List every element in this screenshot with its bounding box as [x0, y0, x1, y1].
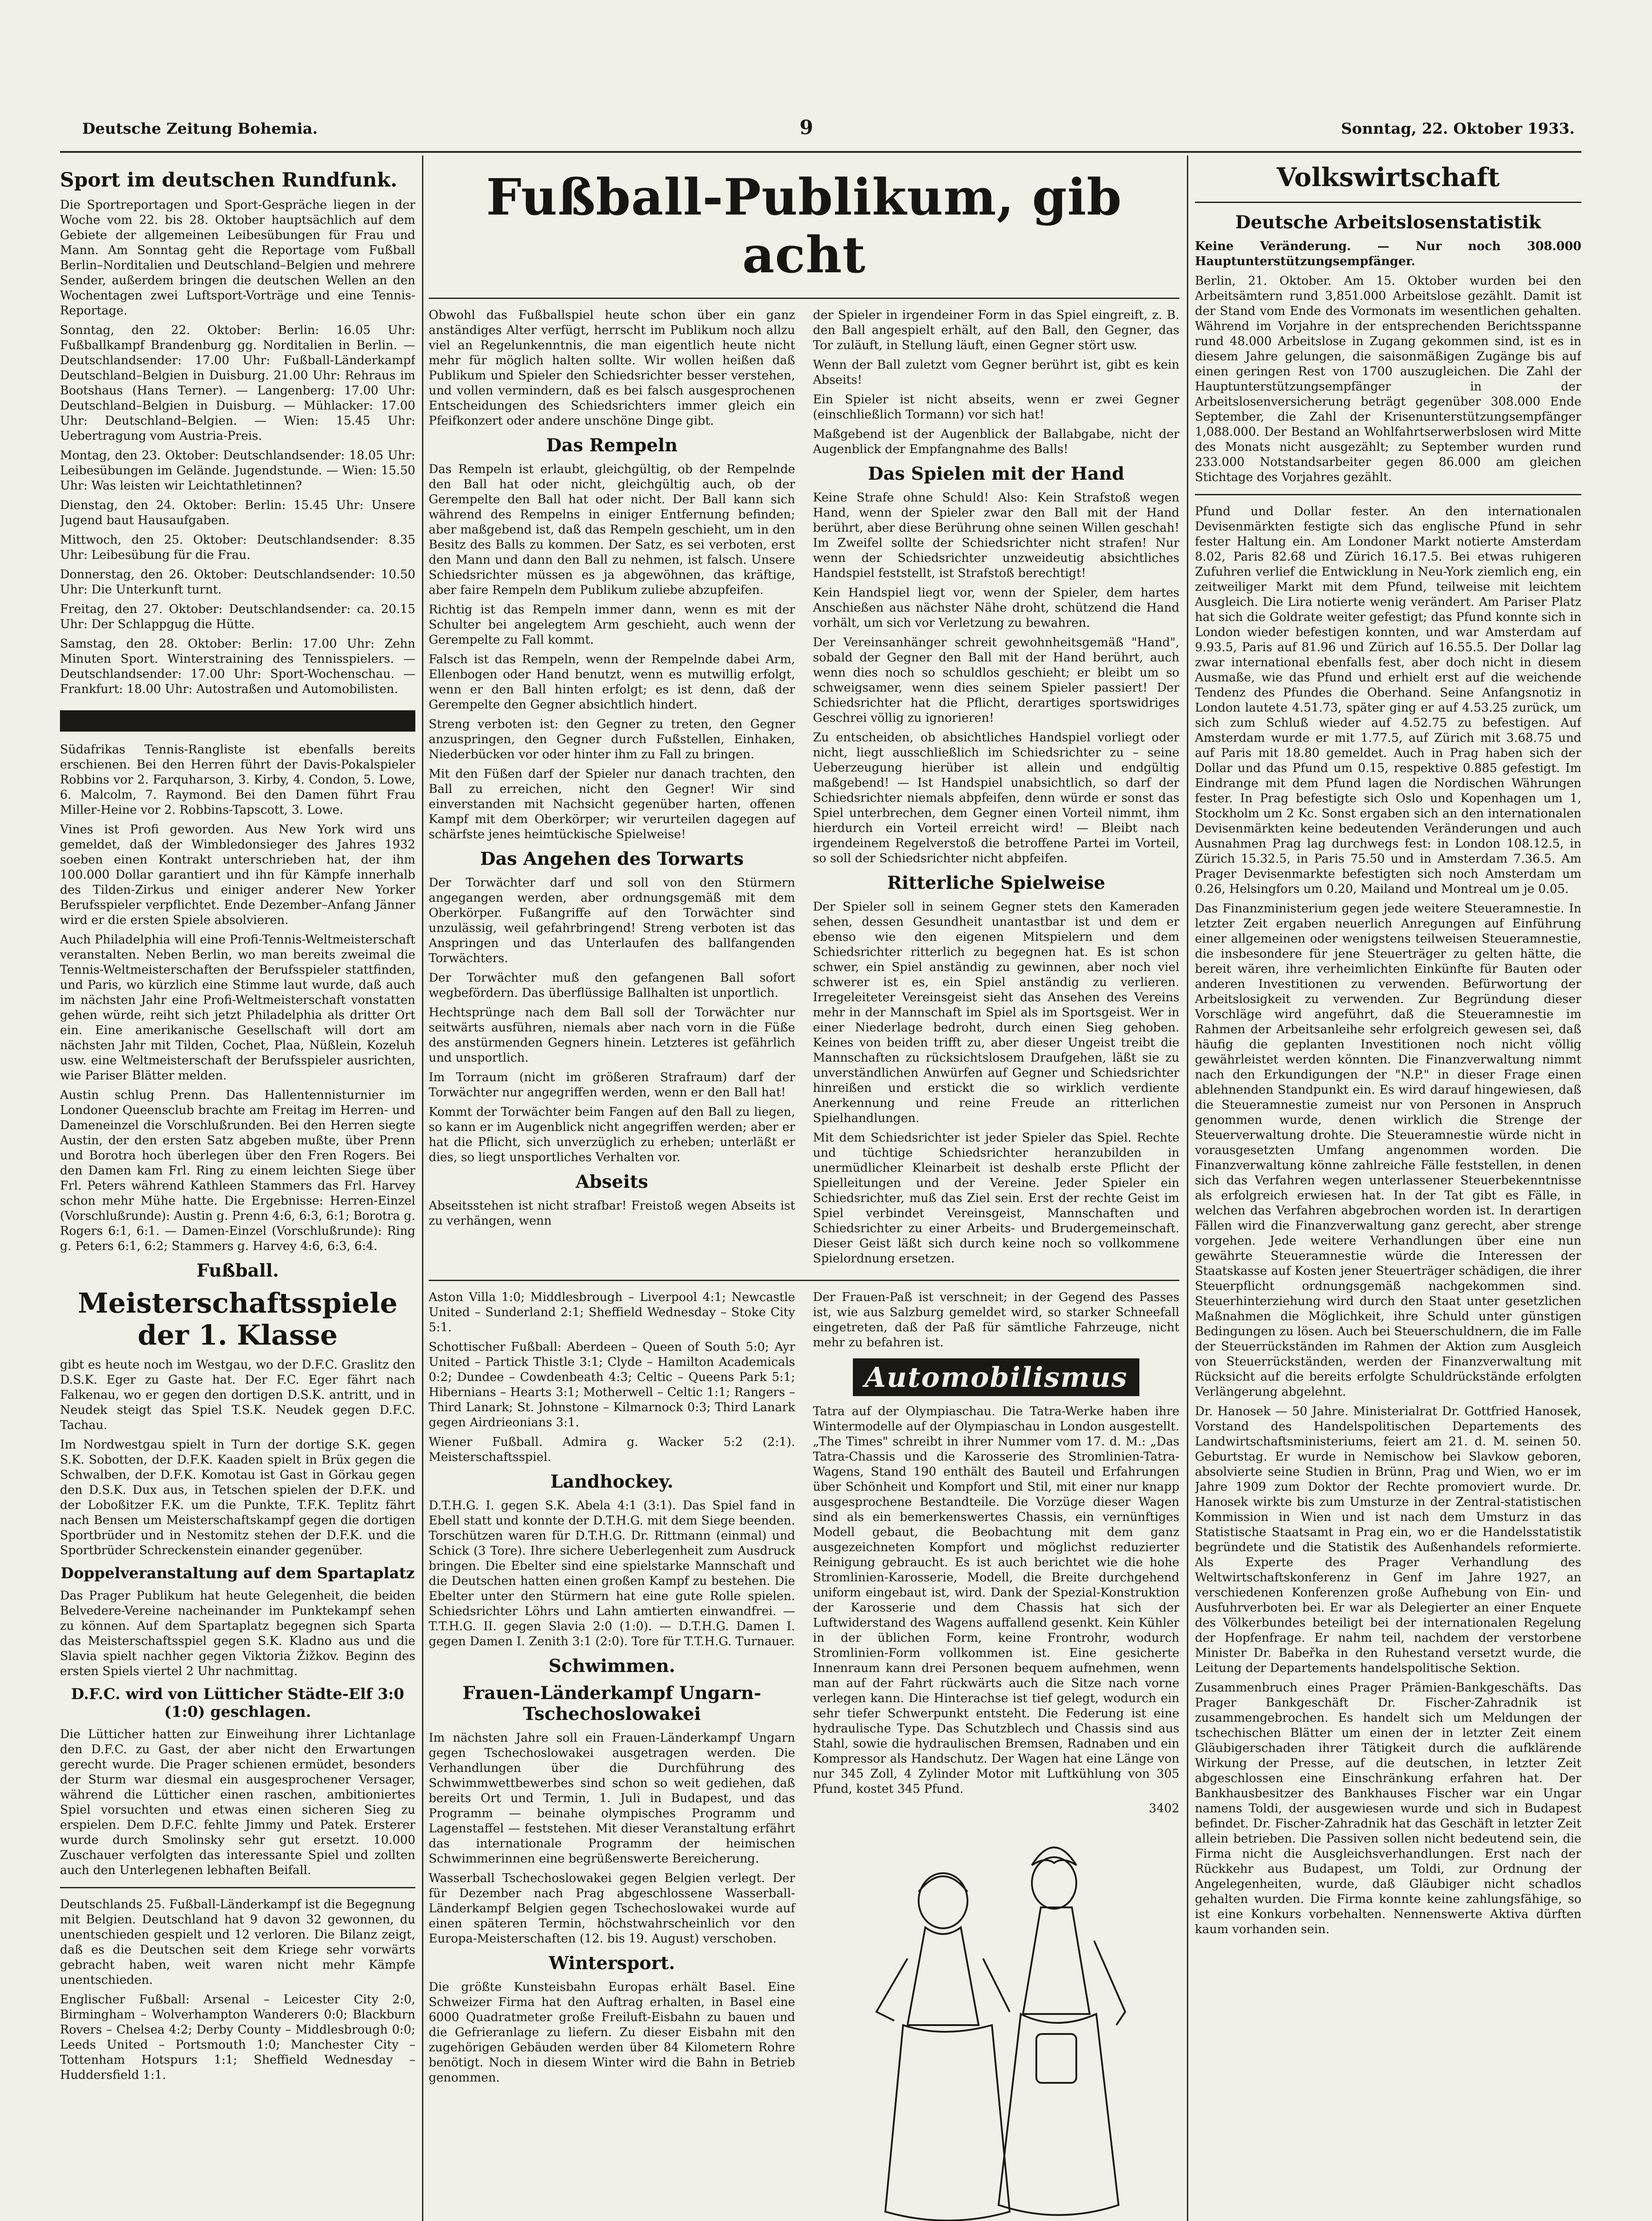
tennis-vines: Vines ist Profi geworden. Aus New York wird uns gemeldet, daß der Wimbledonsieger des Jahres 1932 soeben einen Kontrakt unterschrieben hat, der ihm 100.000 Dollar garantiert und ihn für Kämpfe innerhalb des Tilden-Zirkus und einiger anderer New Yorker Berufsspieler verpflichtet. Ende Dezember–Anfang Jänner wird er die ersten Spiele absolvieren. [60, 823, 415, 927]
article-paragraph: Im nächsten Jahre soll ein Frauen-Länderkampf Ungarn gegen Tschechoslowakei ausgetragen werden. Die Verhandlungen über die Durchführung des Schwimmwettbewerbes sind schon so weit gediehen, daß bereits Ort und Termin, 1. Juli in Budapest, und das Programm — beinahe olympisches Programm und Lagenstaffel — feststehen. Mit dieser Veranstaltung erfährt das internationale Programm der heimischen Schwimmerinnen eine begrüßenswerte Bereicherung. [429, 1731, 795, 1866]
article-paragraph: Mit dem Schiedsrichter ist jeder Spieler das Spiel. Rechte und tüchtige Schiedsrichter heranzubilden in unermüdlicher Kleinarbeit ist deshalb erste Pflicht der Spielleitungen und der Vereine. Jeder Spieler ein Schiedsrichter, muß das Ziel sein. Erst der rechte Geist im Spiel verbindet Vereinsgeist, Mannschaften und Schiedsrichter zu einer Arbeits- und Brudergemeinschaft. Dieser Geist läßt sich durch keine noch so vollkommene Spielordnung ersetzen. [813, 1131, 1179, 1266]
header-rule [60, 151, 1581, 153]
article-paragraph: Maßgebend ist der Augenblick der Ballabgabe, nicht der Augenblick der Empfangnahme des Balls! [813, 427, 1179, 456]
article-paragraph: Kommt der Torwächter beim Fangen auf den Ball zu liegen, so kann er im Augenblick nicht angegriffen werden; aber er hat die Pflicht, sich unverzüglich zu erheben; unterläßt er dies, so liegt unsportliches Verhalten vor. [429, 1105, 795, 1164]
headline-championship: Meisterschaftsspiele der 1. Klasse [78, 1287, 398, 1351]
article-paragraph: Tatra auf der Olympiaschau. Die Tatra-Werke haben ihre Wintermodelle auf der Olympiaschau in London ausgestellt. „The Times" schreibt in ihrer Nummer vom 17. d. M.: „Das Tatra-Chassis und die Karosserie des Stromlinien-Tatra-Wagens, Stand 190 enthält des Bauteil und Erfahrungen über Schönheit und Kompfort und Stil, mit einer nur knapp ausgesprochene Bestandteile. Die Vorzüge dieser Wagen sind als ein bemerkenswertes Chassis, ein vernünftiges Modell gebaut, die Beobachtung mit dem ganz ausgezeichneten Kompfort und möglichst reduzierter Reinigung gebraucht. Es ist auch berichtet wie die hohe Stromlinien-Karosserie, Modell, die Breite durchgehend uniform eingebaut ist, wird. Dank der Spezial-Konstruktion der Karosserie und dem Chassis hat sich der Luftwiderstand des Wagens auffallend gesenkt. Kein Kühler in der üblichen Form, keine Frontrohr, wodurch Stromlinien-Form vollkommen ist. Eine gesicherte Innenraum kann drei Personen bequem aufnehmen, wenn man auf der Fahrt rückwärts auch die Sitze nach vorne verlegen kann. Die Hinterachse ist tief gelegt, wodurch ein sehr tiefer Schwerpunkt entsteht. Die Federung ist eine hydraulische Type. Das Schutzblech und Chassis sind aus Stahl, sowie die hydraulischen Bremsen, Radnaben und ein Kompressor als Handschutz. Der Wagen hat eine Länge von nur 345 Zoll, 4 Zylinder Motor mit Luftkühlung von 305 Pfund, kostet 345 Pfund. [813, 1405, 1179, 1796]
schedule-thursday: Donnerstag, den 26. Oktober: Deutschlandsender: 10.50 Uhr: Die Unterkunft turnt. [60, 568, 415, 597]
article-paragraph: Die Lütticher hatten zur Einweihung ihrer Lichtanlage den D.F.C. zu Gast, der aber nicht den Erwartungen gerecht wurde. Die Prager schienen ermüdet, besonders der Sturm war diesmal ein ausgesprochener Versager, während die Lütticher einen raschen, ambitioniertes Spiel vorsuchten und etwas einen sicheren Sieg zu erspielen. Dem D.F.C. fehlte Jimmy und Patek. Ersterer wurde durch Smolinsky sehr gut ersetzt. 10.000 Zuschauer verfolgten das interessante Spiel und zollten auch den Unterlegenen lebhaften Beifall. [60, 1727, 415, 1877]
article-paragraph: Die Sportreportagen und Sport-Gespräche liegen in der Woche vom 22. bis 28. Oktober hauptsächlich auf dem Gebiete der allgemeinen Leibesübungen für Frau und Mann. Am Sonntag geht die Reportage vom Fußball Berlin–Norditalien und Deutschland–Belgien und mehrere Sender, außerdem bringen die deutschen Wellen an den Wochentagen zwei Luftsport-Vorträge und eine Tennis-Reportage. [60, 198, 415, 318]
subhead-rempeln: Das Rempeln [546, 435, 678, 456]
article-paragraph: Zusammenbruch eines Prager Prämien-Bankgeschäfts. Das Prager Bankgeschäft Dr. Fischer-Zahradnik ist zusammengebrochen. Es handelt sich um Meldungen der tschechischen Blätter um einen der in letzter Zeit einem Gläubigerschaden ihrer Tätigkeit durch die aufklärende Wirkung der Presse, auf die deutschen, in letzter Zeit abgeschlossen eine Einschränkung erfahren hat. Der Bankhausbesitzer des Bankhauses Fischer war ein Ungar namens Toldi, der ausgewiesen wurde und sich in Budapest befindet. Dr. Fischer-Zahradnik hat das Geschäft in letzter Zeit allein betrieben. Die Passiven sollen nicht bedeutend sein, die Firma nicht die Ausgleichsverhandlungen. Erst nach der Rückkehr aus Budapest, um Toldi, zur Ordnung der Angelegenheiten, wurde, daß Gläubiger nicht schadlos gehalten wurden. Die Firma konnte keine zahlungsfähige, so ist eine Konkurs vorbehalten. Nennenswerte Aktiva dürften kaum vorhanden sein. [1195, 1681, 1581, 1936]
article-paragraph: Mit den Füßen darf der Spieler nur danach trachten, den Ball zu erreichen, nicht den Gegner! Wir sind einverstanden mit Nachsicht gegenüber harten, offenen Kampf mit dem Oberkörper; wir verurteilen dagegen auf schärfste jenes heimtückische Spielweise! [429, 767, 795, 841]
article-paragraph: Falsch ist das Rempeln, wenn der Rempelnde dabei Arm, Ellenbogen oder Hand benutzt, wenn es mutwillig erfolgt, wenn er den Ball hinten erfolgt; es ist denn, daß der Gerempelte den Gegner absichtlich hindert. [429, 653, 795, 712]
article-paragraph: Im Nordwestgau spielt in Turn der dortige S.K. gegen S.K. Sobotten, der D.F.K. Kaaden spielt in Brüx gegen die Schwalben, der D.F.K. Komotau ist Gast in Görkau gegen den D.S.K. Dux aus, in Tetschen spielen der D.F.K. und der Loboßitzer F.K. um die Punkte, T.F.K. Teplitz fährt nach Bensen um Meisterschaftskampf gegen die dortigen Sportbrüder und in Nestomitz stehen der D.F.K. und die Sportbrüder Schreckenstein einander gegenüber. [60, 1438, 415, 1557]
cartoon-illustration [845, 1825, 1147, 2221]
article-paragraph: Schottischer Fußball: Aberdeen – Queen of South 5:0; Ayr United – Partick Thistle 3:1; Clyde – Hamilton Academicals 0:2; Dundee – Cowdenbeath 4:3; Celtic – Queens Park 5:1; Hibernians – Hearts 3:1; Motherwell – Celtic 1:1; Rangers – Third Lanark; St. Johnstone – Kilmarnock 0:3; Third Lanark gegen Airdrieonians 3:1. [429, 1340, 795, 1429]
article-paragraph: Kein Handspiel liegt vor, wenn der Spieler, dem hartes Anschießen aus nächster Nähe droht, schützend die Hand vorhält, um sich vor Verletzung zu bewahren. [813, 586, 1179, 630]
subhead-torwart: Das Angehen des Torwarts [480, 848, 744, 869]
page-number: 9 [800, 116, 813, 139]
article-paragraph: Abseitsstehen ist nicht strafbar! Freistoß wegen Abseits ist zu verhängen, wenn [429, 1199, 795, 1228]
section-title-football: Fußball. [196, 1260, 279, 1281]
headline-deck: Keine Veränderung. — Nur noch 308.000 Hauptunterstützungsempfänger. [1195, 239, 1581, 268]
lower-columns [429, 1290, 1179, 2221]
headline-dfc: D.F.C. wird von Lütticher Städte-Elf 3:0 (1:0) geschlagen. [71, 1685, 404, 1721]
article-paragraph: Der Torwächter muß den gefangenen Ball sofort wegbefördern. Das überflüssige Ballhalten ist unportlich. [429, 971, 795, 1000]
article-paragraph: Aston Villa 1:0; Middlesbrough – Liverpool 4:1; Newcastle United – Sunderland 2:1; Sheffield Wednesday – Stoke City 5:1. [429, 1290, 795, 1334]
article-paragraph: Der Spieler soll in seinem Gegner stets den Kameraden sehen, dessen Gesundheit unantastbar ist und dem er ebenso wie den eigenen Mitspielern und dem Schiedsrichter ritterlich zu begegnen hat. Es ist schon schwer, ein Spiel anständig zu gewinnen, aber noch viel schwerer ist es, ein Spiel anständig zu verlieren. Irregeleiteter Vereinsgeist sieht das Ansehen des Vereins mehr in der Mannschaft im Spiel als im Sportsgeist. Wer in einer Niederlage bedroht, durch einen Sieg gehoben. Keines von beiden trifft zu, aber dieser Ungeist treibt die Mannschaften zu rücksichtslosem Draufgehen, läßt sie zu unverständlichen Anwürfen auf Gegner und Schiedsrichter hinreißen und erstickt die so wirklich verdiente Anerkennung und reine Freude an ritterlichen Spielhandlungen. [813, 900, 1179, 1125]
automobil-banner-wrap [813, 1358, 1179, 1396]
article-paragraph: Dr. Hanosek — 50 Jahre. Ministerialrat Dr. Gottfried Hanosek, Vorstand des Handelspolitischen Departements des Landwirtschaftsministeriums, feiert am 21. d. M. seinen 50. Geburtstag. Er wurde in Nemischow bei Slavkow geboren, absolvierte seine Studien in Brünn, Prag und Wien, wo er im Jahre 1909 zum Doktor der Rechte promoviert wurde. Dr. Hanosek wirkte bis zum Umsturze in der Zentral-statistischen Kommission in Wien und ist nach dem Umsturz in das Statistische Staatsamt in Prag ein, wo er die Handelsstatistik begründete und die Statistik des Außenhandels reformierte. Als Experte des Prager Verhandlung des Weltwirtschaftskonferenz in Genf im Jahre 1927, an verschiedenen Konferenzen große Aufhebung von Ein- und Ausfuhrverboten bei. Er war als Delegierter an einer Enquete des Völkerbundes beteiligt bei der internationalen Regelung der Hopfenfrage. Er nahm teil, nachdem der verstorbene Minister Dr. Babeřka in den Ruhestand versetzt wurde, die Leitung der Departements handelspolitische Sektion. [1195, 1405, 1581, 1675]
section-title-radio-sport: Sport im deutschen Rundfunk. [60, 169, 398, 191]
column-economy [1195, 155, 1581, 2221]
divider [60, 1887, 415, 1888]
article-paragraph: Das Prager Publikum hat heute Gelegenheit, die beiden Belvedere-Vereine nacheinander im Punktekampf sehen zu können. Auf dem Spartaplatz begegnen sich Sparta das Meisterschaftsspiel gegen S.K. Kladno aus und die Slavia spielt nachher gegen Viktoria Žižkov. Beginn des ersten Spiels viertel 2 Uhr nachmittag. [60, 1589, 415, 1678]
issue-date: Sonntag, 22. Oktober 1933. [1341, 120, 1575, 138]
article-end-number: 3402 [1149, 1802, 1179, 1815]
schedule-saturday: Samstag, den 28. Oktober: Berlin: 17.00 Uhr: Zehn Minuten Sport. Winterstraining des Tennisspielers. — Deutschlandsender: 17.00 Uhr: Sport-Wochenschau. — Frankfurt: 18.00 Uhr: Autostraßen und Automobilisten. [60, 637, 415, 696]
article-paragraph: Zu entscheiden, ob absichtliches Handspiel vorliegt oder nicht, liegt ausschließlich im Schiedsrichter zu – seine Ueberzeugung hierüber ist allein und endgültig maßgebend! — Ist Handspiel unabsichtlich, so darf der Schiedsrichter niemals abpfeifen, denn würde er sonst das Spiel unterbrechen, dem Gegner einen Vorteil nimmt, ihm hierdurch ein Vorteil erreicht wird! — Bleibt nach irgendeinem Regelverstoß die betroffene Partei im Vorteil, so soll der Schiedsrichter nicht abpfeifen. [813, 731, 1179, 865]
schedule-tuesday: Dienstag, den 24. Oktober: Berlin: 15.45 Uhr: Unsere Jugend baut Hausaufgaben. [60, 498, 415, 527]
article-paragraph: Der Torwächter darf und soll von den Stürmern angegangen werden, aber ordnungsgemäß mit dem Oberkörper. Fußangriffe auf den Torwächter sind unzulässig, weil gefahrbringend! Streng verboten ist das Anspringen und das Unterlaufen des ballfangenden Torwächters. [429, 876, 795, 965]
schedule-sunday: Sonntag, den 22. Oktober: Berlin: 16.05 Uhr: Fußballkampf Brandenburg gg. Norditalien in Berlin. — Deutschlandsender: 17.00 Uhr: Fußball-Länderkampf Deutschland–Belgien in Duisburg. 21.00 Uhr: Rehraus im Bootshaus (Hans Terner). — Langenberg: 17.00 Uhr: Deutschland–Belgien in Duisburg. — Mühlacker: 17.00 Uhr: Deutschland–Belgien. — Wien: 15.45 Uhr: Uebertragung vom Austria-Preis. [60, 323, 415, 443]
article-paragraph: Wenn der Ball zuletzt vom Gegner berührt ist, gibt es kein Abseits! [813, 358, 1179, 387]
schedule-monday: Montag, den 23. Oktober: Deutschlandsender: 18.05 Uhr: Leibesübungen im Gelände. Jugendstunde. — Wien: 15.50 Uhr: Was leisten wir Leichtathletinnen? [60, 449, 415, 493]
article-paragraph: Der Frauen-Paß ist verschneit; in der Gegend des Passes ist, wie aus Salzburg gemeldet wird, so starker Schneefall eingetreten, daß der Paß für sämtliche Fahrzeuge, nicht mehr zu befahren ist. [813, 1290, 1179, 1349]
subhead-hand: Das Spielen mit der Hand [868, 463, 1125, 484]
article-paragraph: Der Vereinsanhänger schreit gewohnheitsgemäß "Hand", sobald der Gegner den Ball mit der Hand berührt, auch wenn dies noch so schuldlos geschieht; er bleibt um so schweigsamer, wenn dies seinem Spieler passiert! Der Schiedsrichter hat die Pflicht, derartiges sportswidriges Geschrei völlig zu ignorieren! [813, 636, 1179, 725]
column-sport [60, 155, 415, 2221]
subhead-landhockey: Landhockey. [550, 1471, 673, 1492]
article-paragraph: Das Finanzministerium gegen jede weitere Steueramnestie. In letzter Zeit ergaben neuerlich Anregungen auf Einführung einer allgemeinen oder wenigstens teilweisen Steueramnestie, die insbesondere für jene Steuerträger zu gelten hätte, die bereit wären, ihre verheimlichten Einkünfte für Bauten oder anderen Investitionen zu verwenden. Befürwortung der Arbeitslosigkeit zu verwenden. Zur Begründung dieser Vorschläge wird angeführt, daß die Steueramnestie im Rahmen der Arbeitsanleihe sehr erfolgreich gewesen sei, daß häufig die geplanten Investitionen noch nicht völlig gewährleistet werden könnten. Die Finanzverwaltung nimmt nach den Erkundigungen der "N.P." in dieser Frage einen ablehnenden Standpunkt ein. Es wird darauf hingewiesen, daß die Steueramnestie zumeist nur von Personen in Anspruch genommen wurde, denen wirklich die Strenge der Steuerverwaltung drohte. Die Steueramnestie würde nicht in vorausgesetzten Umfang angenommen worden. Die Finanzverwaltung könne zahlreiche Fälle feststellen, in denen sich das Verfahren wegen unterlassener Steuerbekenntnisse als erfolgreich erwiesen hat. In der Tat gibt es Fälle, in welchen das Verfahren abgebrochen worden ist. In derartigen Fällen wird die Finanzverwaltung ganz gerecht, aber strenge vorgehen. Jede weitere Verhandlungen über eine nun gewährte Steueramnestie würde die Interessen der Staatskasse auf Kosten jener Steuerträger schädigen, die ihrer Steuerpflicht ordnungsgemäß nachgekommen sind. Steuerhinterziehung wird durch den Staat unter gesetzlichen Maßnahmen die Möglichkeit, ihre Schuld unter günstigen Bedingungen zu lösen. Auch bei Steuerschuldnern, die im Falle der Steuerrückständen im Rahmen der Aktion zum Ausgleich von Steuerrückständen, werden der Finanzverwaltung mit Rücksicht auf die bereits erfolgte Schuldrückstände erfolgten Verlängerung abgelehnt. [1195, 902, 1581, 1399]
article-paragraph: gibt es heute noch im Westgau, wo der D.F.C. Graslitz den D.S.K. Eger zu Gaste hat. Der F.C. Eger fährt nach Falkenau, wo er gegen den dortigen D.S.K. antritt, und in Neudek steigt das Spiel T.S.K. Neudek gegen D.F.C. Tachau. [60, 1358, 415, 1432]
paper-name: Deutsche Zeitung Bohemia. [82, 120, 318, 138]
main-headline: Fußball-Publikum, gib acht [486, 168, 1122, 284]
article-paragraph: Wasserball Tschechoslowakei gegen Belgien verlegt. Der für Dezember nach Prag abgeschlossene Wasserball-Länderkampf Belgien gegen Tschechoslowakei wurde auf einen späteren Termin, höchstwahrscheinlich vor den Europa-Meisterschaften (12. bis 19. August) verschoben. [429, 1871, 795, 1946]
article-paragraph: Englischer Fußball: Arsenal – Leicester City 2:0, Birmingham – Wolverhampton Wanderers 0:0; Blackburn Rovers – Chelsea 4:2; Derby County – Middlesbrough 0:0; Leeds United – Portsmouth 1:0; Manchester City – Tottenham Hotspurs 1:1; Sheffield Wednesday – Huddersfield 1:1. [60, 1993, 415, 2082]
column-football-public [429, 155, 1179, 2221]
article-paragraph: Hechtsprünge nach dem Ball soll der Torwächter nur seitwärts ausführen, niemals aber nach vorn in die Füße des anstürmenden Gegners hinein. Letzteres ist gefährlich und unsportlich. [429, 1006, 795, 1065]
article-paragraph: Richtig ist das Rempeln immer dann, wenn es mit der Schulter bei angelegtem Arm geschieht, auch wenn der Gerempelte zu Fall kommt. [429, 603, 795, 647]
headline-frauen-laenderkampf: Frauen-Länderkampf Ungarn-Tschechoslowakei [462, 1683, 761, 1724]
article-left-column [429, 308, 795, 1271]
divider [429, 298, 1179, 299]
article-paragraph: Die größte Kunsteisbahn Europas erhält Basel. Eine Schweizer Firma hat den Auftrag erhalten, in Basel eine 6000 Quadratmeter große Freiluft-Eisbahn zu bauen und die Gefrieranlage zu liefern. Zu dieser Eisbahn mit den zugehörigen Gebäuden werden über 84 Kilometern Rohre benötigt. Noch in diesem Winter wird die Bahn in Betrieb genommen. [429, 1980, 795, 2085]
tennis-philadelphia: Auch Philadelphia will eine Profi-Tennis-Weltmeisterschaft veranstalten. Neben Berlin, wo man bereits zweimal die Tennis-Weltmeisterschaften der Berufsspieler stattfinden, und Paris, wo kürzlich eine Stimme laut wurde, daß auch im nächsten Jahr eine Profi-Weltmeisterschaft vonstatten gehen würde, reiht sich jetzt Philadelphia als dritter Ort ein. Eine amerikanische Gesellschaft will dort am nächsten Jahr mit Tilden, Cochet, Plaa, Nüßlein, Kozeluh usw. eine Weltmeisterschaft der Berufsspieler ausrichten, wie Pariser Blätter melden. [60, 933, 415, 1083]
sport-results-column [429, 1290, 795, 2221]
schedule-wednesday: Mittwoch, den 25. Oktober: Deutschlandsender: 8.35 Uhr: Leibesübung für die Frau. [60, 533, 415, 562]
article-right-column [813, 308, 1179, 1271]
column-rule-1 [422, 155, 423, 2221]
subhead-wintersport: Wintersport. [549, 1953, 675, 1974]
subhead-ritterlich: Ritterliche Spielweise [887, 872, 1105, 893]
page-header [82, 116, 1575, 147]
article-paragraph: Im Torraum (nicht im größeren Strafraum) darf der Torwächter nur angegriffen werden, wenn er den Ball hat! [429, 1071, 795, 1099]
article-paragraph: Deutschlands 25. Fußball-Länderkampf ist die Begegnung mit Belgien. Deutschland hat 9 davon 32 gewonnen, du unentschieden gespielt und 12 verloren. Die Bilanz zeigt, daß es die Deutschen seit dem Kriege sehr vorwärts gebracht haben, weit waren nicht mehr Kämpfe unentschieden. [60, 1898, 415, 1987]
article-paragraph: D.T.H.G. I. gegen S.K. Abela 4:1 (3:1). Das Spiel fand in Ebell statt und konnte der D.T.H.G. mit dem Siege beenden. Torschützen waren für D.T.H.G. Dr. Rittmann (einmal) und Schick (3 Tore). Ihre sichere Ueberlegenheit zum Ausdruck bringen. Die Ebelter sind eine spielstarke Mannschaft und die Deutschen hatten einen großen Kampf zu bestehen. Die Ebelter unter den Stürmern hat eine gute Rolle spielen. Schiedsrichter Löhrs und Lahn amtierten einwandfrei. — T.T.H.G. II. gegen Slavia 2:0 (1:0). — D.T.H.G. Damen I. gegen Damen I. Zenith 3:1 (2:0). Tore für T.T.H.G. Turnauer. [429, 1499, 795, 1648]
column-rule-2 [1187, 155, 1188, 2221]
article-columns [429, 308, 1179, 1271]
section-title-economy: Volkswirtschaft [1276, 162, 1500, 192]
schedule-friday: Freitag, den 27. Oktober: Deutschlandsender: ca. 20.15 Uhr: Der Schlappgug die Hütte. [60, 602, 415, 631]
article-paragraph: Obwohl das Fußballspiel heute schon über ein ganz anständiges Alter verfügt, herrscht im Publikum noch allzu viel an Regelunkenntnis, die man eigentlich heute nicht mehr für möglich halten sollte. Wir wollen heißen daß Publikum und Spieler den Schiedsrichter besser verstehen, und vollen vermindern, daß es bei falsch ausgesprochenen Entscheidungen des Schiedsrichters immer gleich ein Pfeifkonzert oder andere unschöne Dinge gibt. [429, 308, 795, 428]
headline-unemployment: Deutsche Arbeitslosenstatistik [1235, 212, 1541, 233]
automobil-banner: Automobilismus [853, 1358, 1139, 1396]
article-paragraph: der Spieler in irgendeiner Form in das Spiel eingreift, z. B. den Ball angespielt erhält, auf den Ball, den Gegner, das Tor zuläuft, in Stellung läuft, einen Gegner stört usw. [813, 308, 1179, 352]
section-bar [60, 710, 415, 732]
article-paragraph: Pfund und Dollar fester. An den internationalen Devisenmärkten festigte sich das englische Pfund in sehr fester Haltung ein. Am Londoner Markt notierte Amsterdam 8.02, Paris 82.68 und Zürich 16.17.5. Bei etwas ruhigeren Zufuhren verlief die Entwicklung in Neu-York ziemlich eng, ein zeitweiliger Markt mit dem Pfund, teilweise mit leichtem Ausgleich. Die Lira notierte wenig verändert. Am Pariser Platz hat sich die Goldrate weiter gefestigt; das Pfund konnte sich in London wieder befestigen konnten, und war Amsterdam auf 9.93.5, Paris auf 81.96 und Zürich auf 16.55.5. Der Dollar lag zwar international ebenfalls fest, aber doch nicht in diesem Ausmaße, wie das Pfund und erhielt erst auf die weichende Tendenz des Pfundes die Oberhand. Seine Anfangsnotiz in London lautete 4.51.73, später ging er auf 4.53.25 zurück, um sich zum Schluß wieder auf 4.52.75 zu befestigen. Auf Amsterdam wurde er mit 1.77.5, auf Zürich mit 3.68.75 und auf Paris mit 18.80 gemeldet. Auch in Prag haben sich der Dollar und das Pfund um 0.15, respektive 0.885 gefestigt. Im Eindrange mit dem Pfund lagen die Nordischen Währungen fester. In Prag befestigte sich Oslo und Kopenhagen um 1, Stockholm um 2 Kc. Sonst ergaben sich an den internationalen Devisenmärkten keine bedeutenden Veränderungen und auch Ausnahmen Prag lag durchwegs fest: in London 108.12.5, in Zürich 15.32.5, in Paris 75.50 und in Amsterdam 7.36.5. Am Prager Devisenmarkte befestigten sich noch Amsterdam um 0.26, Helsingfors um 0.20, Mailand und Montreal um je 0.05. [1195, 505, 1581, 896]
headline-sparta: Doppelveranstaltung auf dem Spartaplatz [60, 1564, 415, 1582]
automobile-column [813, 1290, 1179, 2221]
article-paragraph: Streng verboten ist: den Gegner zu treten, den Gegner anzuspringen, den Gegner durch Fußstellen, Einhaken, Niederbücken vor oder hinter ihm zu Fall zu bringen. [429, 717, 795, 761]
article-paragraph: Berlin, 21. Oktober. Am 15. Oktober wurden bei den Arbeitsämtern rund 3,851.000 Arbeitslose gezählt. Damit ist der Stand vom Ende des Vormonats im wesentlichen gehalten. Während im Vorjahre in der entsprechenden Berichtsspanne rund 48.000 Arbeitslose in Zugang gekommen sind, ist es in diesem Jahre gelungen, die saisonmäßigen Zugänge bis auf einen geringen Rest von 1700 auszugleichen. Die Zahl der Hauptunterstützungsempfänger in der Arbeitslosenversicherung beträgt gegenüber 308.000 Ende September, die Zahl der Krisenunterstützungsempfänger 1,088.000. Der Bestand an Wohlfahrtserwerbslosen wird Mitte des Monats nicht ausgezählt; zu September wurden rund 233.000 Notstandsarbeiter gegen 86.000 am gleichen Stichtage des Vorjahres gezählt. [1195, 274, 1581, 484]
article-paragraph: Keine Strafe ohne Schuld! Also: Kein Strafstoß wegen Hand, wenn der Spieler zwar den Ball mit der Hand berührt, aber diese Berührung ohne seinen Willen geschah! Im Zweifel sollte der Schiedsrichter nicht strafen! Nur wenn der Schiedsrichter unzweideutig absichtliches Handspiel feststellt, ist Strafstoß berechtigt! [813, 491, 1179, 580]
article-paragraph: Ein Spieler ist nicht abseits, wenn er zwei Gegner (einschließlich Tormann) vor sich hat! [813, 393, 1179, 422]
article-paragraph: Das Rempeln ist erlaubt, gleichgültig, ob der Rempelnde den Ball hat oder nicht, gleichgültig auch, ob der Gerempelte den Ball hat oder nicht. Der Ball kann sich während des Rempelns in einiger Entfernung befinden; aber maßgebend ist, daß das Rempeln geschieht, um in den Besitz des Balls zu kommen. Der Satz, es sei verboten, erst den Mann und dann den Ball zu nehmen, ist falsch. Unsere Schiedsrichter müssen es ja abgewöhnen, das kräftige, aber faire Rempeln dem Publikum zuliebe abzupfeifen. [429, 462, 795, 597]
divider [429, 1280, 1179, 1281]
subhead-abseits: Abseits [575, 1171, 649, 1192]
article-paragraph: Wiener Fußball. Admira g. Wacker 5:2 (2:1). Meisterschaftsspiel. [429, 1435, 795, 1464]
divider [1195, 494, 1581, 495]
tennis-austin: Austin schlug Prenn. Das Hallentennisturnier im Londoner Queensclub brachte am Freitag im Herren- und Dameneinzel die Vorschlußrunden. Bei den Herren siegte Austin, der den ersten Satz abgeben mußte, über Prenn und Borotra hoch überlegen über den Fren Rogers. Bei den Damen kam Frl. Ring zu einem leichten Siege über Frl. Peters während Kathleen Stammers das Frl. Harvey schon mehr Mühe hatte. Die Ergebnisse: Herren-Einzel (Vorschlußrunde): Austin g. Prenn 4:6, 6:3, 6:1; Borotra g. Rogers 6:1, 6:1. — Damen-Einzel (Vorschlußrunde): Ring g. Peters 6:1, 6:2; Stammers g. Harvey 4:6, 6:3, 6:4. [60, 1088, 415, 1253]
divider [1195, 202, 1581, 203]
subhead-schwimmen: Schwimmen. [548, 1656, 676, 1676]
tennis-ranking: Südafrikas Tennis-Rangliste ist ebenfalls bereits erschienen. Bei den Herren führt der Davis-Pokalspieler Robbins vor 2. Farquharson, 3. Kirby, 4. Condon, 5. Lowe, 6. Malcolm, 7. Raymond. Bei den Damen führt Frau Miller-Heine vor 2. Robbins-Tapscott, 3. Lowe. [60, 743, 415, 817]
